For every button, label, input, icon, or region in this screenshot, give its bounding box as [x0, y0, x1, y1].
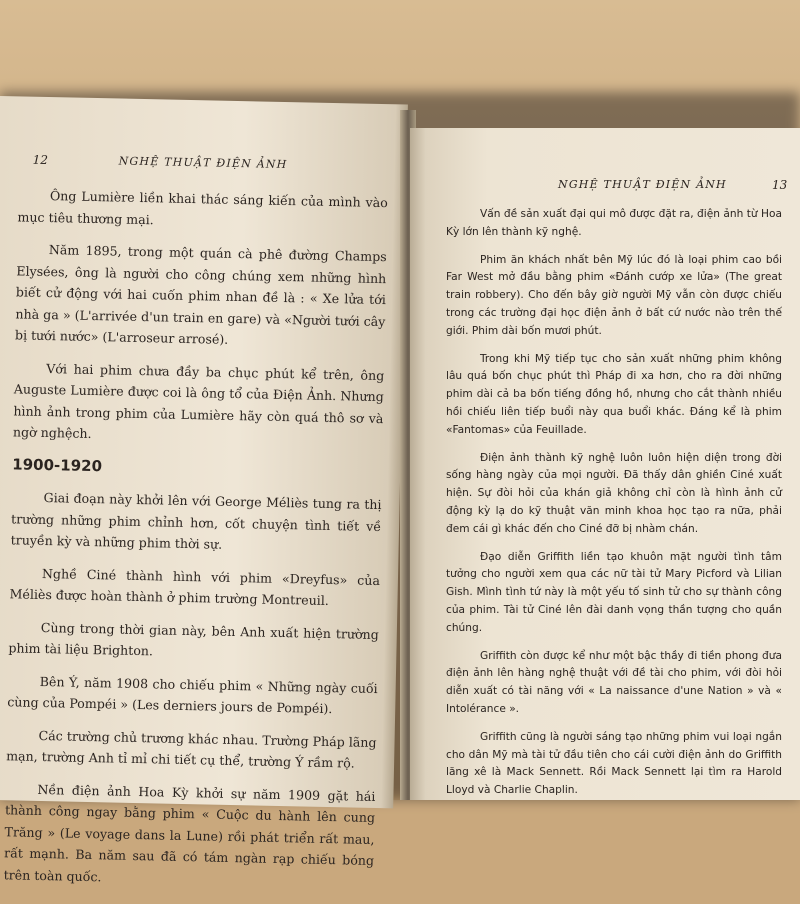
right-running-head: NGHỆ THUẬT ĐIỆN ẢNH [558, 178, 727, 191]
paragraph: Đạo diễn Griffith liền tạo khuôn mặt người tình tâm tưởng cho người xem qua các nữ tài tử Mary Picford và Lilian Gish. Mình tình tứ này là một yếu tố sinh tử cho sự thành công của phim. Tài tử Ciné lên đài danh vọng thần tượng cho quần chúng. [446, 550, 782, 634]
paragraph: Griffith cũng là người sáng tạo những phim vui loại ngắn cho dân Mỹ mà tài tử đầu tiên cho cái cười điện ảnh do Griffith lăng xê là Mack Sennett. Rồi Mack Sennett lại tìm ra Harold Lloyd và Charlie Chaplin. [446, 730, 782, 797]
left-page-number: 12 [32, 152, 49, 168]
paragraph: Griffith còn được kể như một bậc thầy đi tiền phong đưa điện ảnh lên hàng nghệ thuật với đề tài cho phim, với đòi hỏi diễn xuất có tài năng với « La naissance d'une Nation » và « Intolérance ». [446, 649, 782, 715]
paragraph: Nền điện ảnh Hoa Kỳ khởi sự năm 1909 gặt hái thành công ngay bằng phim « Cuộc du hành lên cung Trăng » (Le voyage dans la Lune) rồi phát triển rất mau, rất mạnh. Ba năm sau đã có tám ngàn rạp chiếu bóng trên toàn quốc. [3, 781, 376, 884]
paragraph: Các trường chủ trương khác nhau. Trường Pháp lãng mạn, trường Anh tỉ mỉ chi tiết cụ thể, trường Ý rầm rộ. [6, 727, 377, 771]
paragraph: Giai đoạn này khởi lên với George Méliès tung ra thị trường những phim chỉnh hơn, cốt chuyện tình tiết về truyền kỳ và những phim thời sự. [10, 490, 382, 552]
left-running-head: NGHỆ THUẬT ĐIỆN ẢNH [118, 154, 288, 172]
paragraph: Điện ảnh thành kỹ nghệ luôn luôn hiện diện trong đời sống hàng ngày của mọi người. Đã thấy dân ghiền Ciné xuất hiện. Sự đòi hỏi của khán giả không chỉ còn là hình ảnh cử động kỳ lạ do kỹ thuật văn minh khoa học tạo ra nữa, phải đem cái gì khác đến cho Ciné đỡ bị nhàm chán. [446, 451, 782, 535]
paragraph: Năm 1895, trong một quán cà phê đường Champs Elysées, ông là người cho công chúng xem những hình biết cử động với hai cuốn phim nhan đề là : « Xe lửa tới nhà ga » (L'arrivée d'un train en gare) và «Người tưới cây bị tưới nước» (L'arroseur arrosé). [14, 242, 387, 347]
paragraph: Cùng trong thời gian này, bên Anh xuất hiện trường phim tài liệu Brighton. [8, 619, 379, 659]
section-heading: 1900-1920 [12, 454, 103, 475]
right-text-block [446, 206, 782, 810]
left-text-block [3, 184, 388, 904]
paragraph: Nghề Ciné thành hình với phim «Dreyfus» của Méliès được hoàn thành ở phim trường Montreuil. [9, 565, 381, 608]
paragraph: Vấn đề sản xuất đại qui mô được đặt ra, điện ảnh từ Hoa Kỳ lớn lên thành kỹ nghệ. [446, 208, 782, 238]
paragraph: Trong khi Mỹ tiếp tục cho sản xuất những phim không lâu quá bốn chục phút thì Pháp đi xa hơn, cho ra đời những phim dài cả ba bốn tiếng đồng hồ, nhưng cho cắt thành nhiều hồi chiếu liên tiếp buổi này qua buổi khác. Đáng kể là phim «Fantomas» của Feuillade. [446, 352, 782, 436]
paragraph: Với hai phim chưa đầy ba chục phút kể trên, ông Auguste Lumière được coi là ông tổ của Điện Ảnh. Nhưng hình ảnh trong phim của Lumière hãy còn quá thô sơ và ngờ nghệch. [12, 360, 385, 441]
paragraph: Bên Ý, năm 1908 cho chiếu phim « Những ngày cuối cùng của Pompéi » (Les derniers jours de Pompéi). [7, 673, 378, 717]
right-page [410, 128, 800, 800]
paragraph: Phim ăn khách nhất bên Mỹ lúc đó là loại phim cao bồi Far West mở đầu bằng phim «Đánh cướp xe lửa» (The great train robbery). Cho đến bây giờ người Mỹ vẫn còn được chiếu trong các trường đại học điện ảnh ở bất cứ nước nào trên thế giới. Phim dài bốn mươi phút. [446, 253, 782, 337]
paragraph: Ông Lumière liền khai thác sáng kiến của mình vào mục tiêu thương mại. [17, 188, 389, 227]
right-page-number: 13 [772, 178, 788, 192]
left-page [0, 96, 408, 884]
